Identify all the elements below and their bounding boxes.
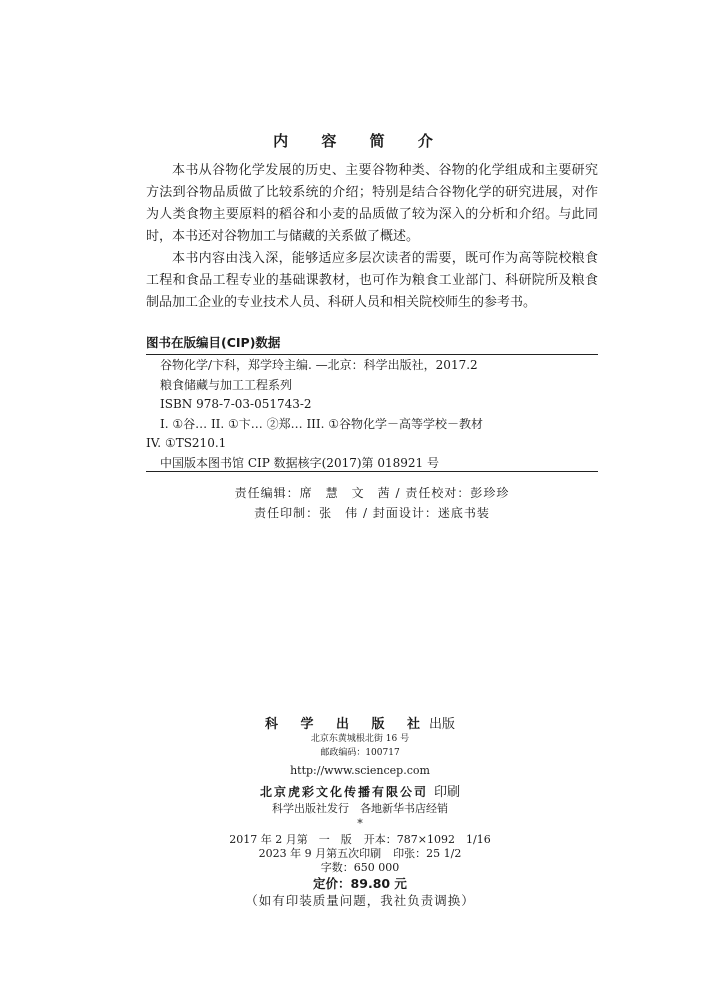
- printer-name: 北京虎彩文化传播有限公司: [259, 785, 428, 799]
- separator-star: *: [357, 817, 363, 830]
- cip-top-rule: [146, 354, 598, 355]
- cip-line-class: IV. ①TS210.1: [146, 436, 227, 450]
- publisher-postcode: 邮政编码：100717: [320, 748, 400, 758]
- summary-text: [146, 160, 598, 314]
- price: 定价：89.80 元: [313, 876, 407, 891]
- credits: [0, 483, 720, 523]
- summary-paragraph-2: 本书内容由浅入深，能够适应多层次读者的需要，既可作为高等院校粮食工程和食品工程专业的基础课教材，也可作为粮食工业部门、科研院所及粮食制品加工企业的专业技术人员、科研人员和相关院校师生的参考书。: [146, 251, 598, 310]
- cip-line-title: 谷物化学/卞科，郑学玲主编. —北京：科学出版社，2017.2: [160, 358, 478, 372]
- cip-line-isbn: ISBN 978-7-03-051743-2: [160, 397, 312, 411]
- sheet-count: 印张：25 1/2: [393, 847, 462, 860]
- quality-notice: （如有印装质量问题，我社负责调换）: [245, 893, 475, 908]
- cip-block: [146, 356, 606, 473]
- cip-heading: 图书在版编目(CIP)数据: [146, 335, 281, 350]
- cip-bottom-rule: [146, 471, 598, 472]
- word-count: 字数：650 000: [320, 861, 400, 874]
- publisher-url: http://www.sciencep.com: [290, 764, 430, 777]
- page-format: 开本：787×1092 1/16: [363, 833, 491, 846]
- summary-paragraph-1: 本书从谷物化学发展的历史、主要谷物种类、谷物的化学组成和主要研究方法到谷物品质做了比较系统的介绍；特别是结合谷物化学的研究进展，对作为人类食物主要原料的稻谷和小麦的品质做了较为深入的分析和介绍。与此同时，本书还对谷物加工与储藏的关系做了概述。: [146, 163, 598, 244]
- edition-first: 2017 年 2 月第 一 版: [229, 833, 352, 846]
- publisher-address: 北京东黄城根北街 16 号: [310, 734, 410, 744]
- edition-printing: 2023 年 9 月第五次印刷: [258, 847, 382, 860]
- publisher-block: [0, 718, 720, 910]
- credits-production: 责任印制：张 伟 / 封面设计：迷底书装: [254, 506, 490, 520]
- printer-suffix: 印刷: [434, 785, 461, 800]
- distribution: 科学出版社发行 各地新华书店经销: [272, 802, 448, 815]
- credits-editors: 责任编辑：席 慧 文 茜 / 责任校对：彭珍珍: [234, 486, 510, 500]
- cip-line-number: 中国版本图书馆 CIP 数据核字(2017)第 018921 号: [160, 455, 439, 470]
- cip-line-index: I. ①谷… II. ①卞… ②郑… III. ①谷物化学－高等学校－教材: [160, 416, 484, 431]
- summary-title: 内 容 简 介: [273, 132, 447, 150]
- publisher-name: 科 学 出 版 社: [264, 717, 430, 732]
- publisher-suffix: 出版: [429, 717, 456, 732]
- cip-line-series: 粮食储藏与加工工程系列: [160, 377, 293, 392]
